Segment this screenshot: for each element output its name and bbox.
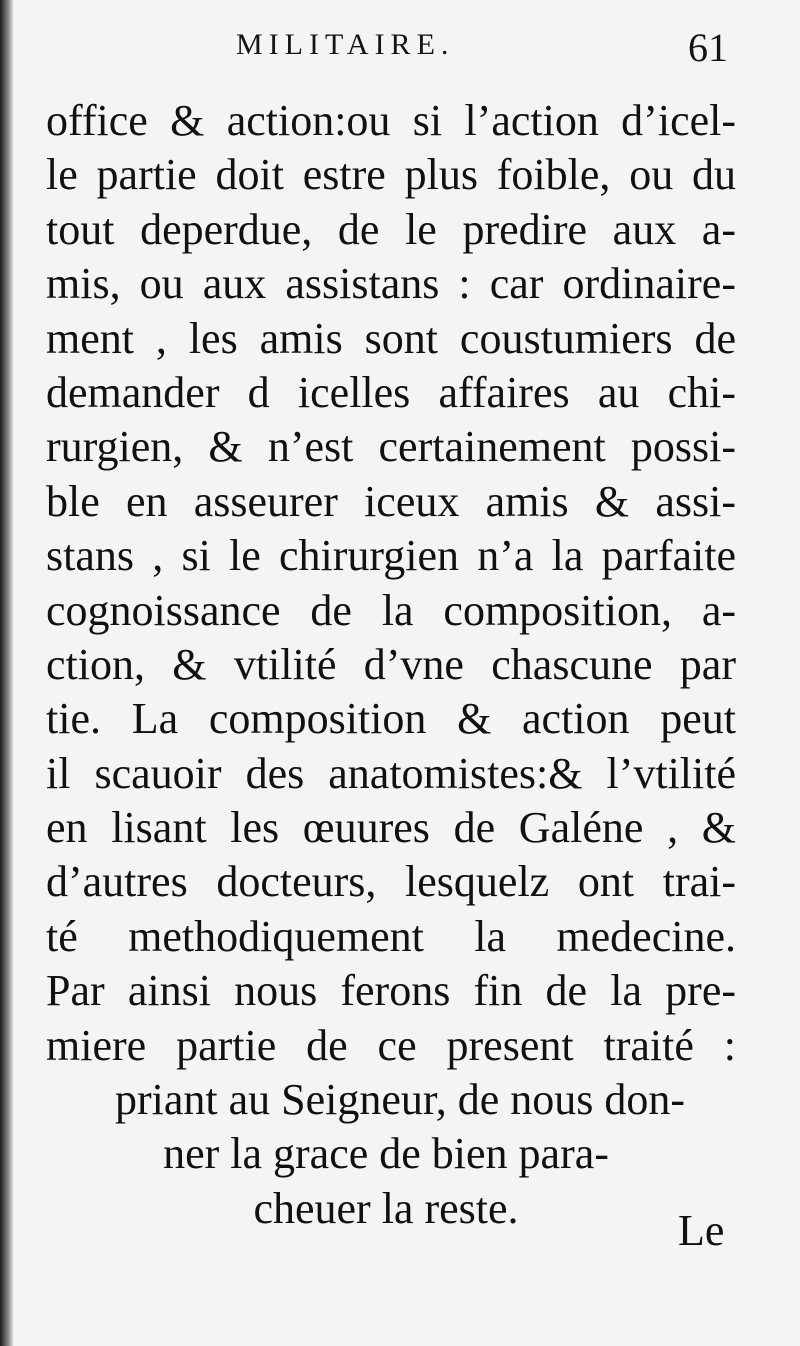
text-line-21: cheuer la reste.	[253, 1183, 519, 1233]
text-line-19: priant au Seigneur, de nous don-	[114, 1075, 686, 1125]
page-gutter-shadow	[0, 0, 14, 1346]
body-text	[46, 94, 736, 1236]
running-head	[0, 25, 800, 70]
text-line-1: office & action:ou si l’action d’icel-	[46, 96, 736, 145]
text-line-2: le partie doit estre plus foible, ou du	[46, 150, 736, 200]
text-line-8: ble en asseurer iceux amis & assi-	[46, 476, 736, 526]
text-line-13: il scauoir des anatomistes:& l’vtilité	[46, 748, 736, 798]
text-line-5: ment , les amis sont coustumiers de	[46, 313, 736, 363]
text-line-9: stans , si le chirurgien n’a la parfaite	[46, 531, 736, 581]
text-line-6: demander d icelles affaires au chi-	[46, 367, 736, 417]
text-line-18: miere partie de ce present traité :	[46, 1020, 736, 1070]
text-line-17: Par ainsi nous ferons fin de la pre-	[46, 966, 736, 1016]
text-line-16: té methodiquement la medecine.	[46, 911, 736, 961]
text-line-12: tie. La composition & action peut	[46, 694, 736, 744]
page-number: 61	[688, 25, 728, 70]
running-title: MILITAIRE.	[236, 28, 455, 61]
catchword: Le	[678, 1206, 725, 1255]
text-line-7: rurgien, & n’est certainement possi-	[46, 422, 736, 472]
text-line-11: ction, & vtilité d’vne chascune par	[46, 639, 736, 689]
text-line-20: ner la grace de bien para-	[163, 1129, 609, 1179]
text-line-3: tout deperdue, de le predire aux a-	[46, 204, 736, 254]
text-line-4: mis, ou aux assistans : car ordinaire-	[46, 259, 736, 309]
text-line-10: cognoissance de la composition, a-	[46, 585, 736, 635]
text-line-14: en lisant les œuures de Galéne , &	[46, 803, 736, 853]
text-line-15: d’autres docteurs, lesquelz ont trai-	[46, 857, 736, 907]
